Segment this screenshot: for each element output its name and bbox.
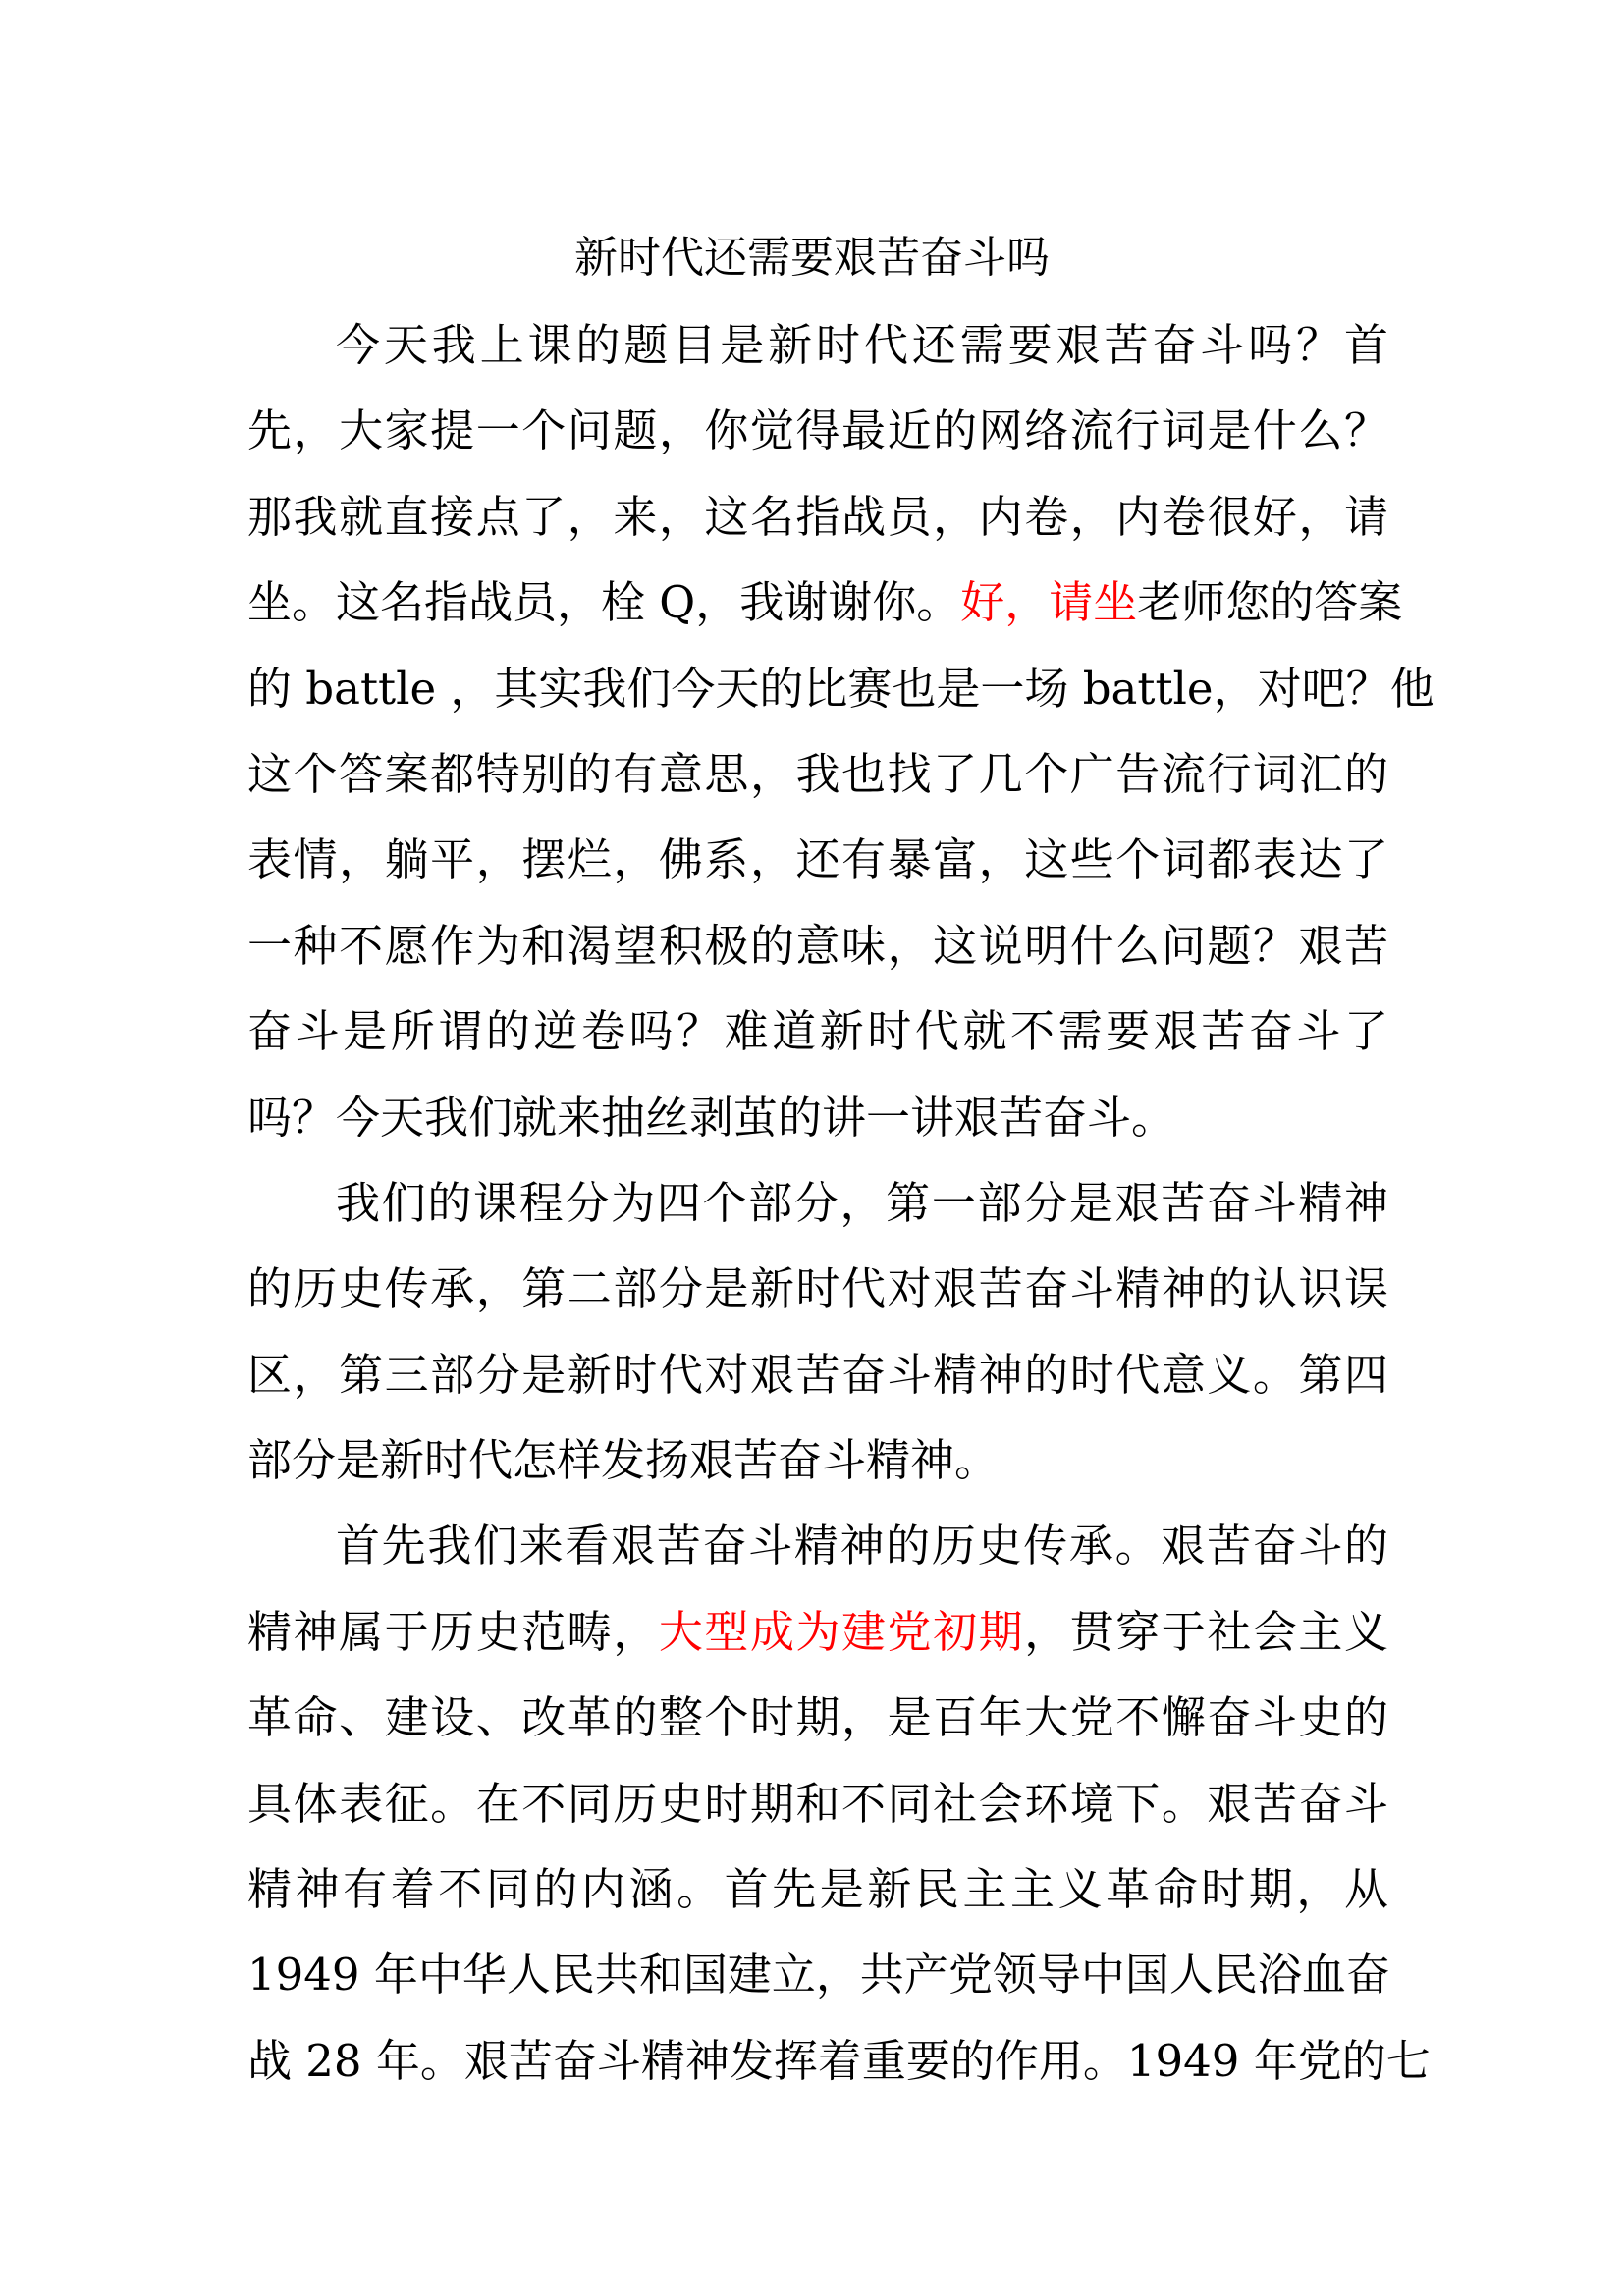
text-line	[247, 731, 1388, 817]
text-segment: 我们的课程分为四个部分，第一部分是艰苦奋斗精神	[336, 1176, 1388, 1229]
text-segment: 表情，躺平，摆烂，佛系，还有暴富，这些个词都表达了	[247, 833, 1388, 886]
text-line	[247, 1589, 1388, 1675]
text-segment: 1949 年中华人民共和国建立，共产党领导中国人民浴血奋	[247, 1949, 1390, 2002]
text-segment: 坐。这名指战员，栓 Q，我谢谢你。	[247, 576, 961, 629]
text-segment: ，贯穿于社会主义	[1024, 1605, 1388, 1658]
text-line	[247, 1160, 1388, 1246]
text-segment: 的历史传承，第二部分是新时代对艰苦奋斗精神的认识误	[247, 1262, 1388, 1315]
text-line	[247, 1761, 1388, 1846]
document-body	[247, 302, 1435, 2104]
text-segment: 精神有着不同的内涵。首先是新民主主义革命时期，从	[247, 1863, 1388, 1916]
text-line	[247, 903, 1388, 988]
text-line	[247, 646, 1435, 731]
text-line	[247, 2018, 1431, 2104]
text-line	[247, 560, 1403, 645]
text-segment: 具体表征。在不同历史时期和不同社会环境下。艰苦奋斗	[247, 1777, 1388, 1830]
text-segment: 精神属于历史范畴，	[247, 1605, 659, 1658]
text-segment: 首先我们来看艰苦奋斗精神的历史传承。艰苦奋斗的	[336, 1520, 1388, 1573]
text-segment: 一种不愿作为和渴望积极的意味，这说明什么问题？艰苦	[247, 919, 1388, 972]
text-line	[247, 988, 1388, 1074]
text-segment: 战 28 年。艰苦奋斗精神发挥着重要的作用。1949 年党的七	[247, 2034, 1431, 2087]
text-segment: 先，大家提一个问题，你觉得最近的网络流行词是什么？	[247, 404, 1388, 457]
text-segment: 部分是新时代怎样发扬艰苦奋斗精神。	[247, 1434, 1000, 1487]
text-segment: 吗？今天我们就来抽丝剥茧的讲一讲艰苦奋斗。	[247, 1091, 1176, 1144]
text-line	[247, 1932, 1388, 2017]
text-line	[247, 1246, 1388, 1331]
text-segment: 区，第三部分是新时代对艰苦奋斗精神的时代意义。第四	[247, 1348, 1388, 1401]
text-segment: 老师您的答案	[1137, 576, 1403, 629]
text-line	[247, 1417, 1388, 1503]
text-line	[247, 1675, 1388, 1760]
highlighted-text: 大型成为建党初期	[658, 1605, 1025, 1658]
text-segment: 革命、建设、改革的整个时期，是百年大党不懈奋斗史的	[247, 1691, 1388, 1744]
text-line	[247, 388, 1388, 473]
text-segment: 的 battle ，其实我们今天的比赛也是一场 battle，对吧？他	[247, 662, 1435, 715]
text-line	[247, 302, 1388, 388]
text-segment: 这个答案都特别的有意思，我也找了几个广告流行词汇的	[247, 747, 1388, 800]
text-line	[247, 1846, 1388, 1932]
text-segment: 奋斗是所谓的逆卷吗？难道新时代就不需要艰苦奋斗了	[247, 1005, 1388, 1058]
text-segment: 那我就直接点了，来，这名指战员，内卷，内卷很好，请	[247, 490, 1388, 543]
text-line	[247, 1503, 1388, 1588]
document-title: 新时代还需要艰苦奋斗吗	[574, 233, 1050, 283]
text-segment: 今天我上课的题目是新时代还需要艰苦奋斗吗？首	[336, 319, 1388, 371]
text-line	[247, 817, 1388, 902]
text-line	[247, 1075, 1388, 1160]
text-line	[247, 474, 1388, 560]
text-line	[247, 1332, 1388, 1417]
highlighted-text: 好，请坐	[960, 576, 1138, 629]
